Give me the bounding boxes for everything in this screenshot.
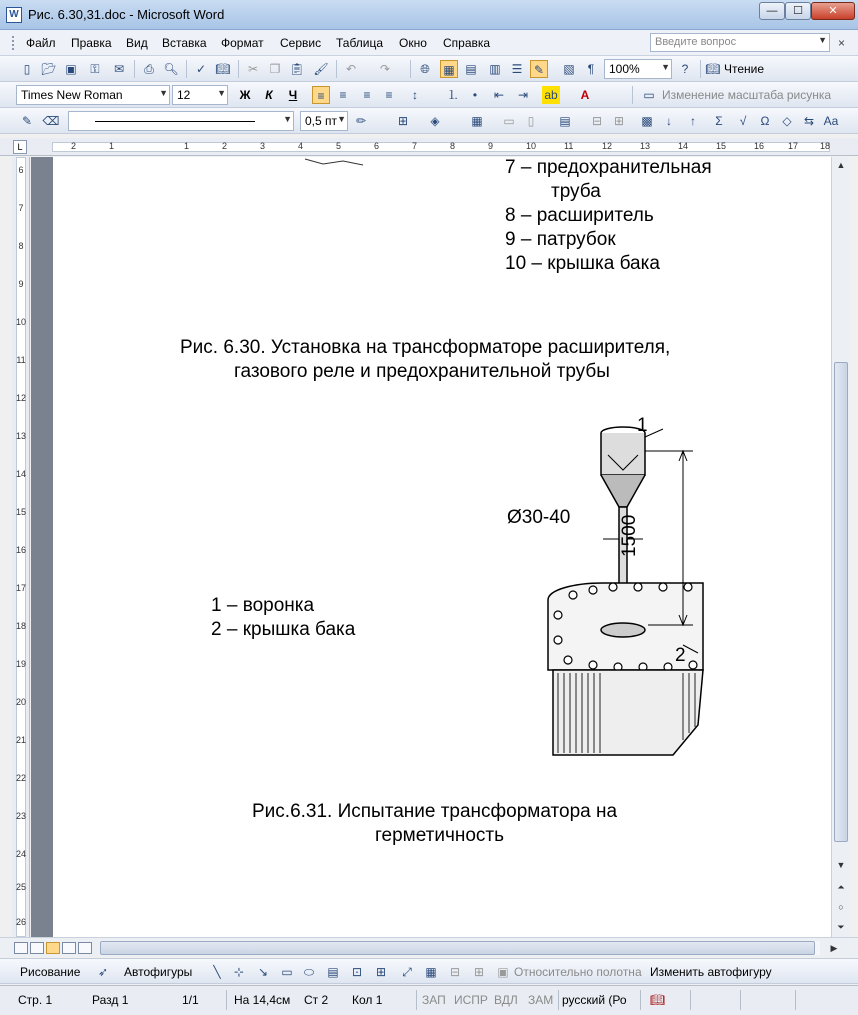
ruler-number: 21	[16, 735, 27, 745]
line-weight-select[interactable]	[300, 111, 348, 131]
transformer-test-figure	[493, 415, 723, 765]
ruler-number: 5	[336, 141, 342, 151]
separator	[134, 60, 135, 78]
email-icon[interactable]: ✉	[113, 62, 125, 76]
scroll-thumb[interactable]	[100, 941, 815, 955]
status-line: Ст 2	[304, 993, 329, 1007]
paste-icon[interactable]: 📋︎	[289, 62, 305, 76]
line-style-select[interactable]	[68, 111, 294, 131]
separator	[690, 990, 691, 1010]
select-browse-object-icon[interactable]: ○	[838, 902, 844, 912]
status-bar	[0, 985, 858, 1015]
ruler-number: 17	[788, 141, 799, 151]
highlight-icon[interactable]: ab	[542, 86, 560, 104]
document-close-button[interactable]: ×	[838, 36, 846, 50]
ruler-number: 16	[16, 545, 27, 555]
scroll-thumb[interactable]	[834, 362, 848, 842]
chevron-down-icon[interactable]: ▼	[337, 114, 346, 124]
scroll-down-icon[interactable]: ▼	[836, 860, 846, 870]
status-overtype[interactable]: ЗАМ	[528, 993, 554, 1007]
ruler-number: 19	[16, 659, 27, 669]
legend-item: 10 – крышка бака	[505, 253, 660, 274]
figure-caption-630-line2: газового реле и предохранительной трубы	[234, 361, 610, 382]
ruler-number: 15	[716, 141, 727, 151]
line-spacing-icon[interactable]: ↕	[412, 88, 418, 102]
normal-view-icon[interactable]	[14, 942, 28, 954]
chevron-down-icon[interactable]: ▼	[661, 62, 670, 72]
font-name-value: Times New Roman	[21, 88, 123, 102]
window-title: Рис. 6.30,31.doc - Microsoft Word	[28, 7, 225, 22]
menu-help[interactable]: Справка	[443, 36, 491, 50]
ruler-number: 9	[18, 279, 24, 289]
arrow-icon[interactable]: ↘	[257, 965, 269, 979]
change-autoshape-button[interactable]: Изменить автофигуру	[650, 965, 772, 979]
maximize-button[interactable]: ☐	[785, 2, 811, 20]
separator	[740, 990, 741, 1010]
reading-view-icon[interactable]	[78, 942, 92, 954]
ruler-strip[interactable]	[52, 142, 830, 152]
ungroup-icon[interactable]: ⊞	[375, 965, 387, 979]
status-language[interactable]: русский (Ро	[562, 993, 627, 1007]
ruler-number: 16	[754, 141, 765, 151]
fit-icon[interactable]: ⤢	[402, 965, 412, 979]
drawing-icon[interactable]: ✎	[530, 60, 548, 78]
ruler-number: 4	[298, 141, 304, 151]
rectangle-icon[interactable]: ▭	[281, 965, 293, 979]
undo-icon[interactable]: ↶	[345, 62, 357, 76]
minimize-button[interactable]: —	[759, 2, 785, 20]
status-page: Стр. 1	[18, 993, 53, 1007]
shading-color-icon[interactable]: ◈	[430, 114, 440, 128]
distribute-rows-icon[interactable]: ⊟	[591, 114, 603, 128]
line-weight-value: 0,5 пт	[305, 114, 338, 128]
ruler-number: 6	[374, 141, 380, 151]
align-center-icon[interactable]: ≡	[339, 88, 347, 102]
show-hide-icon[interactable]: ¶	[587, 62, 595, 76]
legend-item: 8 – расширитель	[505, 205, 654, 226]
bold-button[interactable]: Ж	[239, 88, 251, 102]
clear-formatting-icon[interactable]: ◇	[782, 114, 792, 128]
ruler-number: 14	[16, 469, 27, 479]
drawing-toolbar	[0, 958, 858, 984]
save-icon[interactable]: ▣	[65, 62, 77, 76]
numbering-icon[interactable]: ⒈	[446, 88, 459, 102]
font-name-select[interactable]	[16, 85, 170, 105]
menu-format[interactable]: Формат	[221, 36, 264, 50]
ruler-number: 7	[412, 141, 418, 151]
figure-caption-630: Рис. 6.30. Установка на трансформаторе расширителя,	[180, 337, 671, 358]
copy-icon[interactable]: ❐	[269, 62, 281, 76]
hyperlink-icon[interactable]: 🌐︎	[420, 62, 430, 76]
separator	[416, 990, 417, 1010]
toolbar-grip[interactable]	[12, 36, 15, 50]
border-color-icon[interactable]: ✏	[355, 114, 367, 128]
align-icon[interactable]: ⊟	[449, 965, 461, 979]
distribute-columns-icon[interactable]: ⊞	[613, 114, 625, 128]
ruler-number: 2	[71, 141, 77, 151]
ruler-number: 17	[16, 583, 27, 593]
ruler-number: 18	[820, 141, 831, 151]
horizontal-scrollbar[interactable]	[0, 937, 858, 957]
word-app-icon[interactable]: W	[6, 7, 22, 23]
separator	[226, 990, 227, 1010]
eraser-icon[interactable]: ⌫	[42, 114, 60, 128]
separator	[238, 60, 239, 78]
ask-question-placeholder: Введите вопрос	[655, 36, 737, 48]
status-position: На 14,4см	[234, 993, 291, 1007]
group-icon[interactable]: ⊡	[351, 965, 363, 979]
separator	[795, 990, 796, 1010]
status-page-count: 1/1	[182, 993, 199, 1007]
document-area[interactable]	[31, 157, 831, 937]
ruler-number: 22	[16, 773, 27, 783]
autoformat-icon[interactable]: ▩	[641, 114, 653, 128]
split-cells-icon[interactable]: ▯	[527, 114, 535, 128]
document-page[interactable]	[53, 157, 831, 937]
ruler-number: 12	[16, 393, 27, 403]
ruler-number: 3	[260, 141, 266, 151]
textbox-icon[interactable]: ▤	[327, 965, 339, 979]
justify-icon[interactable]: ≡	[385, 88, 393, 102]
menu-bar	[0, 30, 858, 56]
menu-window[interactable]: Окно	[399, 36, 427, 50]
tables-borders-icon[interactable]: ▦	[440, 60, 458, 78]
separator	[632, 86, 633, 104]
align-cells-icon[interactable]: ▤	[559, 114, 571, 128]
open-folder-icon[interactable]: 📂︎	[41, 62, 57, 76]
separator	[558, 990, 559, 1010]
dropdown-arrow-icon[interactable]: ▼	[818, 35, 827, 45]
status-extend[interactable]: ВДЛ	[494, 993, 518, 1007]
menu-edit[interactable]: Правка	[71, 36, 112, 50]
distribute-icon[interactable]: ⊞	[473, 965, 485, 979]
web-view-icon[interactable]	[30, 942, 44, 954]
line-icon[interactable]: ╲	[213, 965, 221, 979]
insert-excel-icon[interactable]: ▥	[489, 62, 501, 76]
redo-icon[interactable]: ↷	[379, 62, 391, 76]
menu-file[interactable]: Файл	[26, 36, 56, 50]
canvas-icon[interactable]: ⊹	[233, 965, 245, 979]
ruler-number: 14	[678, 141, 689, 151]
ruler-number: 1	[109, 141, 115, 151]
zoom-picture-button[interactable]: Изменение масштаба рисунка	[662, 88, 832, 102]
ruler-number: 18	[16, 621, 27, 631]
legend-item: труба	[551, 181, 601, 202]
font-size-select[interactable]	[172, 85, 228, 105]
figure-label-2: 2	[675, 645, 686, 666]
underline-button[interactable]: Ч	[288, 88, 298, 102]
sort-descending-icon[interactable]: ↑	[690, 114, 696, 128]
text-direction-icon[interactable]: ⇆	[803, 114, 815, 128]
ruler-number: 13	[16, 431, 27, 441]
legend-item: 9 – патрубок	[505, 229, 616, 250]
ruler-number: 10	[16, 317, 27, 327]
align-right-icon[interactable]: ≡	[363, 88, 371, 102]
chevron-down-icon[interactable]: ▼	[159, 88, 168, 98]
zoom-value: 100%	[609, 62, 640, 76]
title-bar	[0, 0, 858, 30]
figure-diameter-label: Ø30-40	[507, 507, 571, 528]
draw-table-icon[interactable]: ✎	[21, 114, 33, 128]
ruler-number: 2	[222, 141, 228, 151]
separator	[640, 990, 641, 1010]
separator	[410, 60, 411, 78]
print-layout-view-icon[interactable]	[46, 942, 60, 954]
figure-label-1: 1	[637, 415, 648, 436]
insert-table-icon[interactable]: ▤	[465, 62, 477, 76]
legend-item: 1 – воронка	[211, 595, 315, 616]
help-icon[interactable]: ?	[681, 62, 689, 76]
zoom-select[interactable]	[604, 59, 672, 79]
borders-icon[interactable]: ⊞	[397, 114, 409, 128]
align-left-icon[interactable]: ≡	[312, 86, 330, 104]
drawing-menu-button[interactable]: Рисование	[20, 965, 81, 979]
separator	[336, 60, 337, 78]
ruler-number: 12	[602, 141, 613, 151]
cut-icon[interactable]: ✂	[247, 62, 259, 76]
ruler-number: 7	[18, 203, 24, 213]
ruler-number: 25	[16, 882, 27, 892]
insert-table-icon[interactable]: ▦	[471, 114, 483, 128]
status-section: Разд 1	[92, 993, 129, 1007]
permission-icon[interactable]: ⚿	[90, 62, 100, 76]
ruler-number: 26	[16, 917, 27, 927]
status-track-changes[interactable]: ИСПР	[454, 993, 488, 1007]
ruler-number: 6	[18, 165, 24, 175]
outline-view-icon[interactable]	[62, 942, 76, 954]
font-color-icon[interactable]: A	[580, 88, 590, 102]
research-icon[interactable]: 📖︎	[215, 62, 231, 76]
columns-icon[interactable]: ☰	[511, 62, 523, 76]
autosum-icon[interactable]: Σ	[715, 114, 723, 128]
equation-icon[interactable]: √	[739, 114, 747, 128]
sort-ascending-icon[interactable]: ↓	[666, 114, 672, 128]
italic-button[interactable]: К	[265, 88, 273, 102]
ruler-number: 23	[16, 811, 27, 821]
spelling-icon[interactable]: ✓	[195, 62, 207, 76]
decrease-indent-icon[interactable]: ⇤	[493, 88, 505, 102]
format-painter-icon[interactable]: 🖌︎	[313, 62, 329, 76]
spelling-status-icon[interactable]: 📖︎	[650, 993, 666, 1007]
bullets-icon[interactable]: •	[472, 88, 478, 102]
horizontal-ruler[interactable]	[0, 138, 858, 156]
print-icon[interactable]: ⎙	[144, 62, 154, 76]
zoom-picture-icon[interactable]: ▭	[643, 88, 655, 102]
chevron-down-icon[interactable]: ▼	[283, 114, 292, 124]
ruler-number: 20	[16, 697, 27, 707]
line-style-preview	[95, 121, 255, 122]
select-objects-icon[interactable]: ➶	[97, 965, 109, 979]
grid-icon[interactable]: ▦	[425, 965, 437, 979]
document-map-icon[interactable]: ▧	[563, 62, 575, 76]
ruler-number: 1	[184, 141, 190, 151]
formatting-toolbar	[0, 82, 858, 108]
standard-toolbar	[0, 56, 858, 82]
increase-indent-icon[interactable]: ⇥	[517, 88, 529, 102]
figure-caption-631-line2: герметичность	[375, 825, 505, 846]
separator	[700, 60, 701, 78]
close-button[interactable]: ✕	[811, 2, 855, 20]
figure-height-label: 1500	[619, 514, 640, 557]
separator	[186, 60, 187, 78]
legend-item: 7 – предохранительная	[505, 157, 712, 178]
ruler-number: 11	[16, 355, 26, 365]
relative-to-canvas-button[interactable]: Относительно полотна	[514, 965, 642, 979]
chevron-down-icon[interactable]: ▼	[217, 88, 226, 98]
print-preview-icon[interactable]: 🔍︎	[163, 62, 179, 76]
tab-stop-selector[interactable]: L	[13, 140, 27, 154]
ask-question-input[interactable]	[650, 33, 830, 52]
new-document-icon[interactable]: ▯	[23, 62, 31, 76]
ruler-number: 8	[18, 241, 24, 251]
oval-icon[interactable]: ⬭	[303, 965, 315, 979]
ruler-number: 10	[526, 141, 537, 151]
menu-table[interactable]: Таблица	[336, 36, 384, 50]
reading-mode-button[interactable]: Чтение	[724, 62, 765, 76]
figure-caption-631: Рис.6.31. Испытание трансформатора на	[252, 801, 618, 822]
ruler-number: 8	[450, 141, 456, 151]
autoshapes-menu-button[interactable]: Автофигуры	[124, 965, 193, 979]
ruler-number: 13	[640, 141, 651, 151]
ruler-number: 9	[488, 141, 494, 151]
menu-insert[interactable]: Вставка	[162, 36, 207, 50]
next-page-icon[interactable]: ⏷	[837, 922, 845, 932]
menu-view[interactable]: Вид	[126, 36, 148, 50]
scroll-right-icon[interactable]: ▶	[830, 943, 838, 953]
symbol-icon[interactable]: Ω	[760, 114, 770, 128]
status-record-macro[interactable]: ЗАП	[422, 993, 446, 1007]
legend-item: 2 – крышка бака	[211, 619, 356, 640]
case-icon[interactable]: Aa	[823, 114, 839, 128]
canvas-relative-icon[interactable]: ▣	[497, 965, 509, 979]
ruler-number: 15	[16, 507, 27, 517]
tables-borders-toolbar	[0, 108, 858, 134]
font-size-value: 12	[177, 88, 191, 102]
vertical-ruler[interactable]	[12, 157, 30, 937]
previous-figure-fragment	[303, 157, 373, 167]
merge-cells-icon[interactable]: ▭	[503, 114, 515, 128]
vertical-scrollbar[interactable]	[831, 157, 849, 937]
menu-tools[interactable]: Сервис	[280, 36, 322, 50]
ruler-number: 11	[564, 141, 574, 151]
scroll-up-icon[interactable]: ▲	[836, 160, 846, 170]
previous-page-icon[interactable]: ⏶	[837, 882, 845, 892]
status-column: Кол 1	[352, 993, 383, 1007]
ruler-number: 24	[16, 849, 27, 859]
reading-icon[interactable]: 📖︎	[705, 62, 721, 76]
